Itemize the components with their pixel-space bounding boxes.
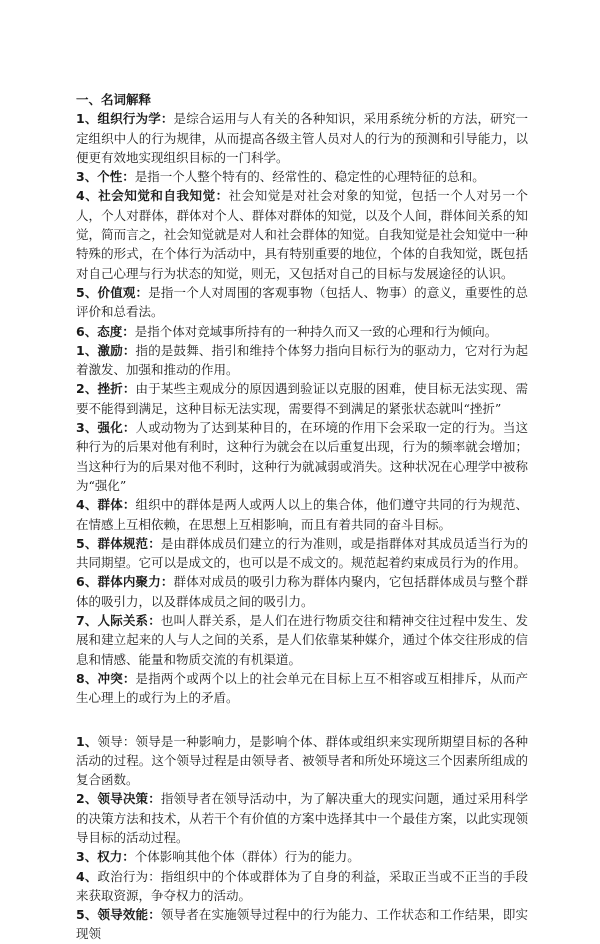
definition-term: 3、权力：	[76, 849, 135, 865]
definition-term: 6、群体内聚力：	[76, 574, 174, 590]
definition-paragraph	[76, 109, 528, 167]
definition-text: 指的是鼓舞、指引和维持个体努力指向目标行为的驱动力，它对行为起着激发、加强和推动的作用。	[76, 342, 528, 378]
definition-paragraph	[76, 341, 528, 380]
definition-text: 是指一个人整个特有的、经常性的、稳定性的心理特征的总和。	[134, 169, 485, 185]
definition-term: 1、组织行为学：	[76, 111, 174, 127]
definition-text: 领导者在实施领导过程中的行为能力、工作状态和工作结果，即实现领	[76, 907, 528, 942]
definition-paragraph	[76, 534, 528, 573]
definition-text: 是指一个人对周围的客观事物（包括人、物事）的意义，重要性的总评价和总看法。	[76, 284, 528, 320]
definition-text: 领导：领导是一种影响力，是影响个体、群体或组织来实现所期望目标的各种活动的过程。这个领导过程是由领导者、被领导者和所处环境这三个因素所组成的复合函数。	[76, 733, 528, 788]
definitions-section-2	[76, 732, 528, 944]
definition-paragraph	[76, 167, 528, 186]
definitions-section-1	[76, 109, 528, 707]
definition-term: 5、价值观：	[76, 284, 149, 300]
definition-paragraph	[76, 572, 528, 611]
definition-text: 由于某些主观成分的原因遇到验证以克服的困难，使目标无法实现、需要不能得到满足，这种目标无法实现，需要得不到满足的紧张状态就叫“挫折”	[76, 381, 528, 416]
definition-term: 8、冲突：	[76, 670, 136, 686]
definition-term: 5、领导效能：	[76, 907, 161, 923]
definition-paragraph	[76, 322, 528, 341]
definition-term: 4、社会知觉和自我知觉：	[76, 188, 229, 204]
definition-text: 也叫人群关系，是人们在进行物质交往和精神交往过程中发生、发展和建立起来的人与人之间的关系，是人们依靠某种媒介，通过个体交往形成的信息和情感、能量和物质交流的有机渠道。	[76, 613, 528, 667]
definition-term: 2、领导决策：	[76, 791, 161, 807]
definition-text: 组织中的群体是两人或两人以上的集合体，他们遵守共同的行为规范、在情感上互相依赖，在思想上互相影响，而且有着共同的奋斗目标。	[76, 497, 528, 532]
definition-paragraph	[76, 905, 528, 944]
section-gap	[76, 708, 528, 732]
definition-paragraph	[76, 283, 528, 322]
definition-term: 1、	[76, 733, 98, 749]
definition-text: 政治行为：指组织中的个体或群体为了自身的利益，采取正当或不正当的手段来获取资源，争夺权力的活动。	[76, 868, 528, 903]
definition-paragraph	[76, 418, 528, 495]
definition-paragraph	[76, 379, 528, 418]
definition-term: 3、强化：	[76, 420, 136, 436]
definition-text: 群体对成员的吸引力称为群体内聚内，它包括群体成员与整个群体的吸引力，以及群体成员之间的吸引力。	[76, 574, 528, 609]
definition-term: 5、群体规范：	[76, 535, 161, 551]
definition-term: 4、	[76, 868, 98, 884]
definition-text: 是综合运用与人有关的各种知识，采用系统分析的方法，研究一定组织中人的行为规律，从而提高各级主管人员对人的行为的预测和引导能力，以便更有效地实现组织目标的一门科学。	[76, 111, 528, 165]
definition-term: 7、人际关系：	[76, 613, 161, 629]
definition-text: 是指两个或两个以上的社会单元在目标上互不相容或互相排斥，从而产生心理上的或行为上的矛盾。	[76, 670, 528, 706]
definition-term: 6、态度：	[76, 323, 135, 339]
definition-text: 是由群体成员们建立的行为准则，或是指群体对其成员适当行为的共同期望。它可以是成文的，也可以是不成文的。规范起着约束成员行为的作用。	[76, 535, 528, 571]
definition-term: 1、激励：	[76, 342, 136, 358]
definition-text: 人或动物为了达到某种目的，在环境的作用下会采取一定的行为。当这种行为的后果对他有利时，这种行为就会在以后重复出现，行为的频率就会增加；当这种行为的后果对他不利时，这种行为就减弱或消失。这种状况在心理学中被称为“强化”	[76, 420, 528, 493]
section-heading: 一、名词解释	[76, 92, 152, 107]
definition-text: 个体影响其他个体（群体）行为的能力。	[134, 849, 360, 865]
definition-term: 2、挫折：	[76, 381, 136, 397]
definition-paragraph	[76, 669, 528, 708]
definition-text: 指领导者在领导活动中，为了解决重大的现实问题，通过采用科学的决策方法和技术，从若干个有价值的方案中选择其中一个最佳方案，以此实现领导目标的活动过程。	[76, 791, 528, 845]
definition-paragraph	[76, 789, 528, 847]
definition-term: 4、群体：	[76, 497, 136, 513]
definition-paragraph	[76, 186, 528, 282]
definition-paragraph	[76, 847, 528, 866]
definition-text: 社会知觉是对社会对象的知觉，包括一个人对另一个人，个人对群体，群体对个人、群体对群体的知觉，以及个人间，群体间关系的知觉，简而言之，社会知觉就是对人和社会群体的知觉。自我知觉是社会知觉中一种特殊的形式，在个体行为活动中，具有特别重要的地位，个体的自我知觉，既包括对自己心理与行为状态的知觉，则无，又包括对自己的目标与发展途径的认识。	[76, 188, 528, 281]
definition-paragraph	[76, 732, 528, 790]
definition-paragraph	[76, 495, 528, 534]
definition-text: 是指个体对竞域事所持有的一种持久而又一致的心理和行为倾向。	[134, 323, 498, 339]
document-page	[76, 90, 528, 944]
definition-term: 3、个性：	[76, 169, 135, 185]
definition-paragraph	[76, 611, 528, 669]
definition-paragraph	[76, 867, 528, 906]
